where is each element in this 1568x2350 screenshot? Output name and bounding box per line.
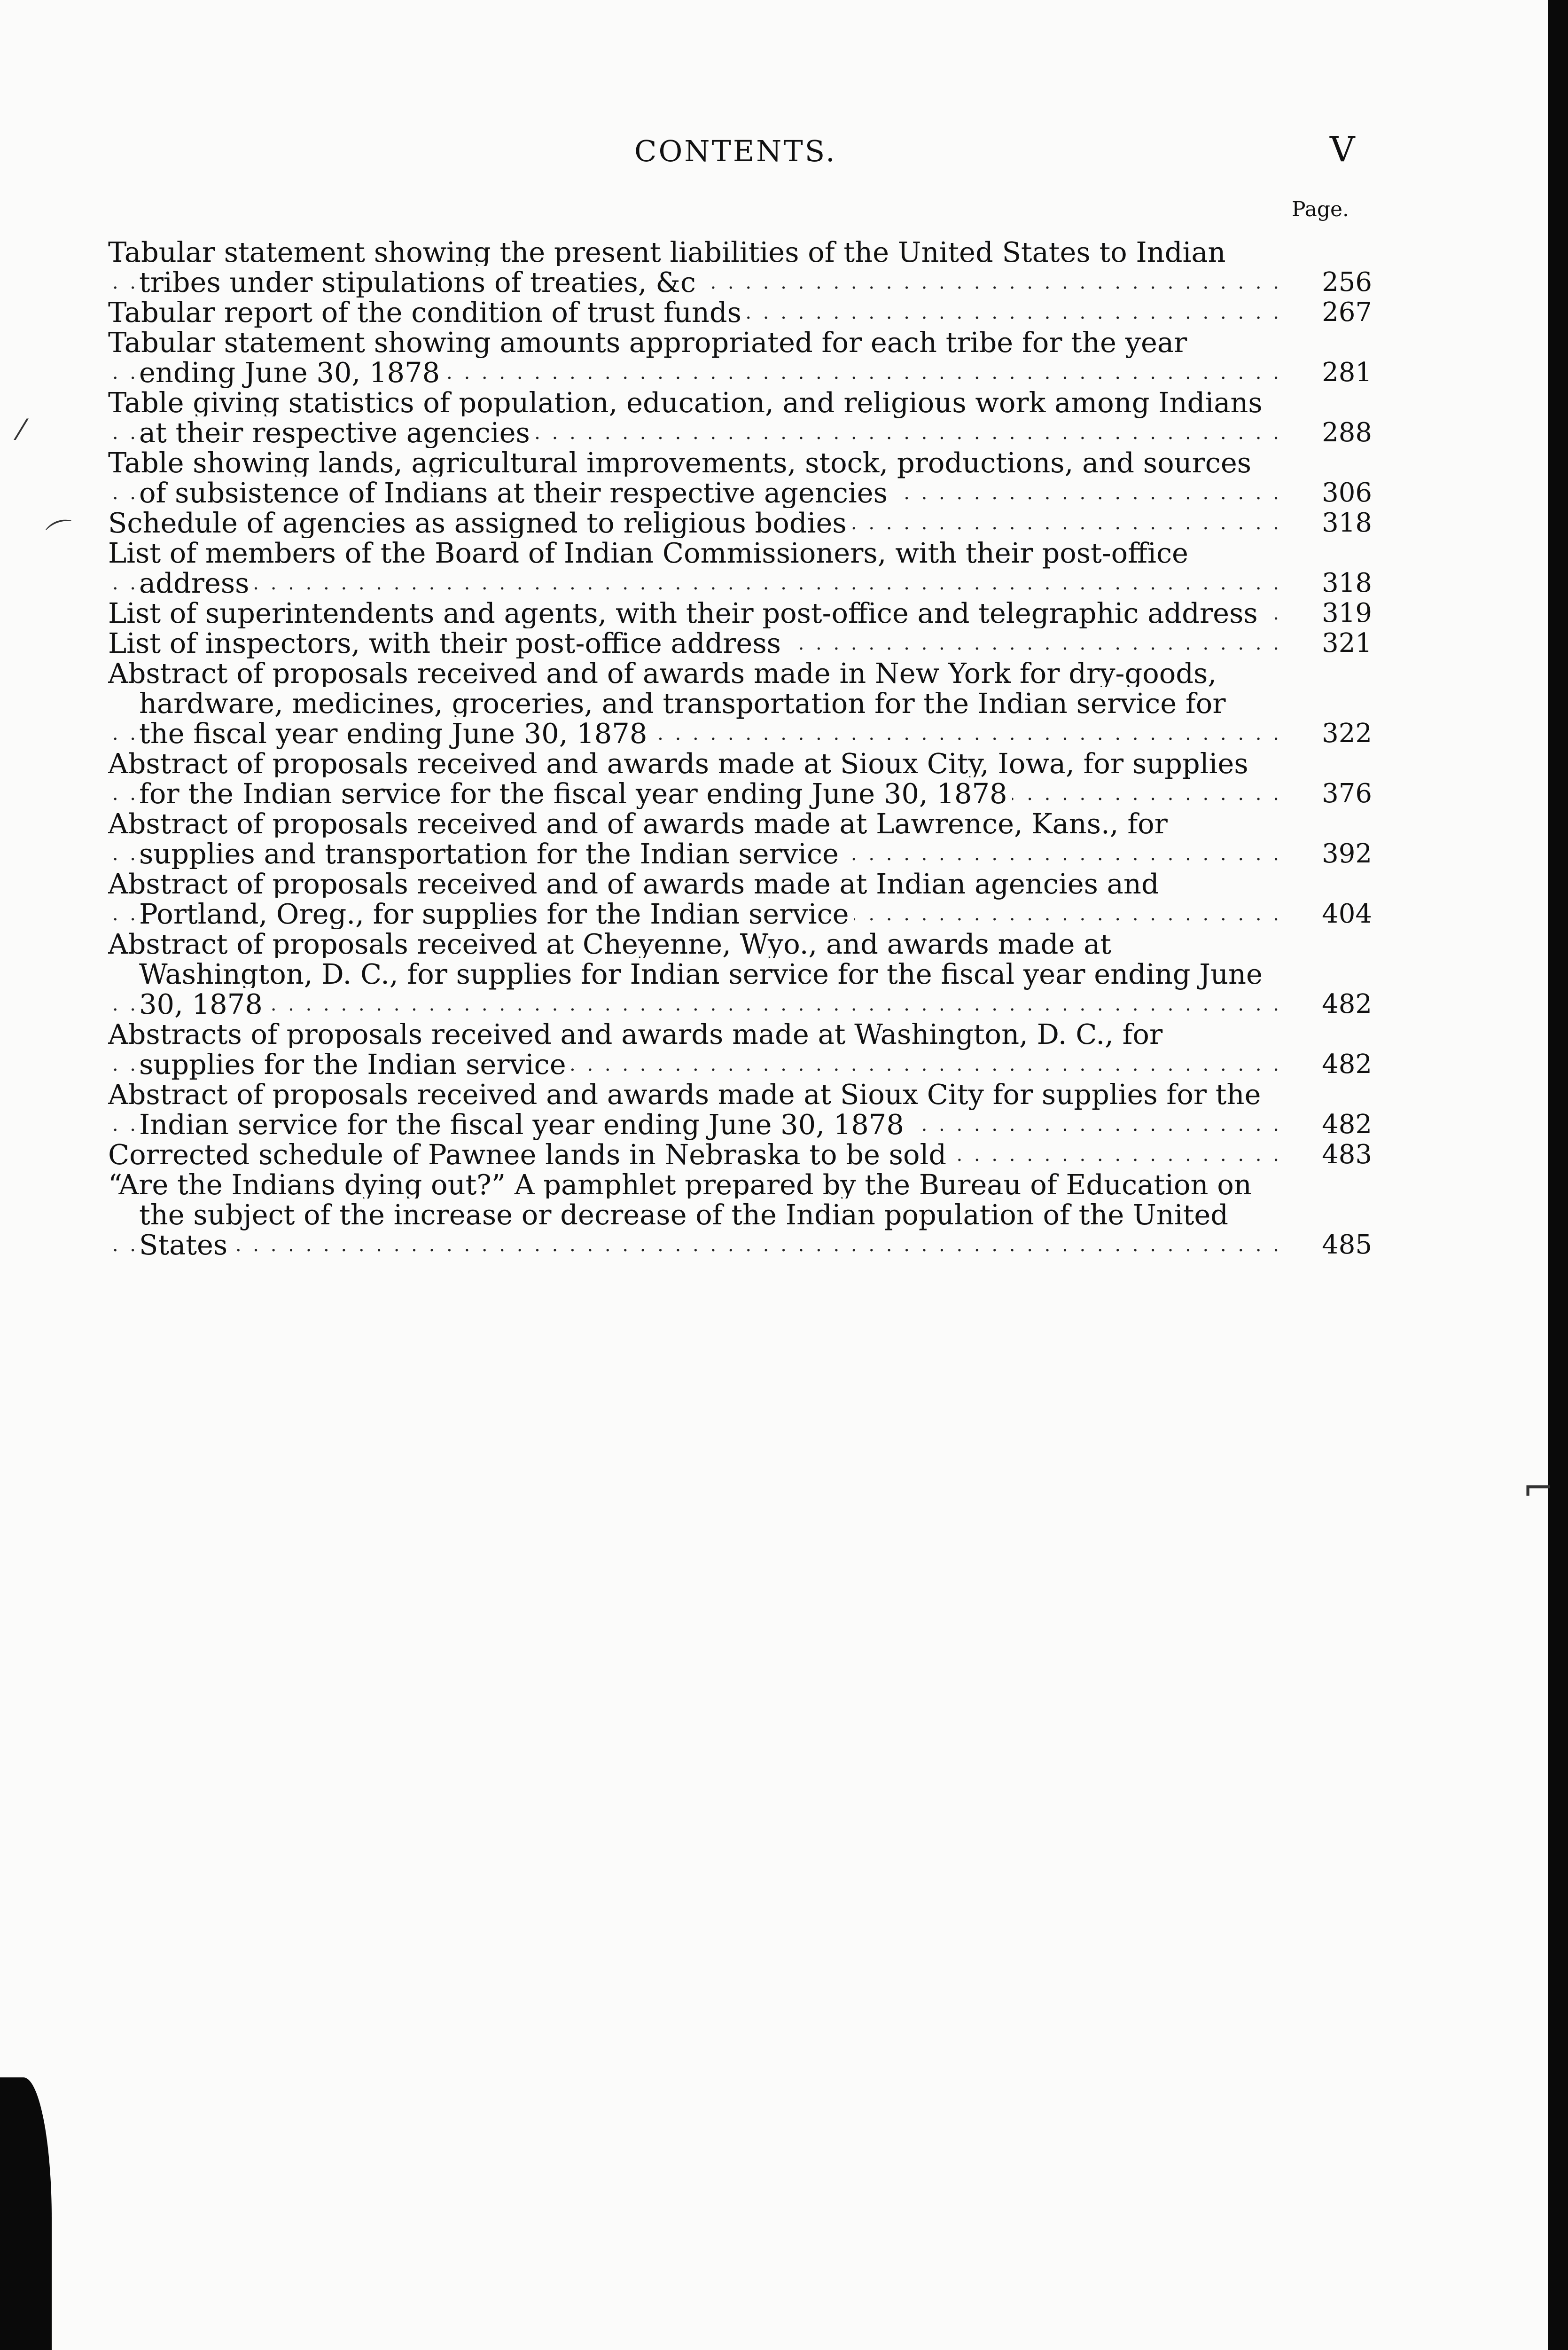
toc-entry-title: Abstract of proposals received and of awards made at Indian agencies and Portland, Oreg., for supplies for the Indian service [108,869,1159,929]
toc-entry-title: Abstracts of proposals received and awards made at Washington, D. C., for supplies for the Indian service [108,1019,1162,1080]
toc-entry-page: 404 [1322,899,1372,929]
toc-entry-page: 376 [1322,778,1372,809]
toc-entry-page: 483 [1322,1139,1372,1170]
toc-entry-page: 482 [1322,989,1372,1019]
toc-entry-title: Abstract of proposals received and awards made at Sioux City, Iowa, for supplies for the Indian service for the fiscal year ending June 30, 1878 [108,749,1248,809]
toc-entry [108,298,1377,328]
edge-scan-mark: ⌐ [1522,1466,1554,1510]
page-title: CONTENTS. [634,134,837,168]
toc-entry [108,1170,1377,1260]
toc-entry [108,508,1377,538]
toc-entry [108,809,1377,869]
toc-entry [108,749,1377,809]
margin-pencil-mark: ⌒ [43,514,81,555]
toc-entry-page: 482 [1322,1109,1372,1140]
toc-entry [108,929,1377,1019]
toc-entry-title: Schedule of agencies as assigned to religious bodies [108,508,851,538]
toc-entry [108,1019,1377,1080]
toc-entry-title: Table giving statistics of population, education, and religious work among Indians at their respective agencies [108,388,1263,448]
toc-entry-page: 319 [1322,598,1372,628]
toc-entry-title: “Are the Indians dying out?” A pamphlet prepared by the Bureau of Education on the subject of the increase or decrease of the Indian population of the United States [108,1170,1252,1260]
toc-entry-page: 256 [1322,267,1372,298]
toc-entry-page: 485 [1322,1230,1372,1260]
toc-entry [108,628,1377,658]
scan-border-right [1548,0,1568,2350]
toc-entry [108,598,1377,628]
toc-entry-page: 267 [1322,297,1372,328]
toc-entry-page: 482 [1322,1049,1372,1080]
toc-entry [108,237,1377,298]
toc-entry-title: List of inspectors, with their post-office address [108,628,786,658]
table-of-contents [108,237,1377,1260]
toc-entry-page: 288 [1322,417,1372,448]
toc-entry-page: 318 [1322,568,1372,598]
toc-entry-title: Corrected schedule of Pawnee lands in Nebraska to be sold [108,1140,951,1170]
toc-entry [108,869,1377,929]
toc-entry-title: Abstract of proposals received at Cheyenne, Wyo., and awards made at Washington, D. C., for supplies for Indian service for the fiscal year ending June 30, 1878 [108,929,1263,1019]
toc-entry-title: Tabular statement showing the present liabilities of the United States to Indian tribes under stipulations of treaties, &c [108,237,1226,298]
roman-page-number: V [1330,129,1355,170]
toc-entry [108,328,1377,388]
toc-entry-title: Abstract of proposals received and awards made at Sioux City for supplies for the Indian service for the fiscal year ending June 30, 1878 [108,1080,1261,1140]
toc-entry-title: Tabular statement showing amounts appropriated for each tribe for the year ending June 30, 1878 [108,328,1187,388]
toc-entry [108,1080,1377,1140]
toc-entry-title: Tabular report of the condition of trust funds [108,298,746,328]
page-column-heading: Page. [1291,197,1350,221]
toc-entry [108,538,1377,598]
toc-entry-page: 321 [1322,628,1372,658]
toc-entry [108,1140,1377,1170]
toc-entry-title: Abstract of proposals received and of awards made in New York for dry-goods, hardware, medicines, groceries, and transportation for the Indian service for the fiscal year ending June 30, 1878 [108,658,1226,749]
toc-entry-title: List of members of the Board of Indian Commissioners, with their post-office address [108,538,1188,598]
toc-entry-title: List of superintendents and agents, with their post-office and telegraphic address [108,598,1263,628]
margin-pencil-mark: ⁄ [19,414,24,446]
scan-border-left [0,2077,52,2350]
toc-entry-page: 322 [1322,718,1372,749]
toc-entry-page: 306 [1322,478,1372,508]
toc-entry-title: Abstract of proposals received and of awards made at Lawrence, Kans., for supplies and transportation for the Indian service [108,809,1168,869]
toc-entry-page: 392 [1322,838,1372,869]
toc-entry-page: 281 [1322,357,1372,388]
toc-entry-page: 318 [1322,508,1372,538]
toc-entry [108,448,1377,508]
toc-entry-title: Table showing lands, agricultural improvements, stock, productions, and sources of subsistence of Indians at their respective agencies [108,448,1251,508]
toc-entry [108,388,1377,448]
toc-entry [108,658,1377,749]
